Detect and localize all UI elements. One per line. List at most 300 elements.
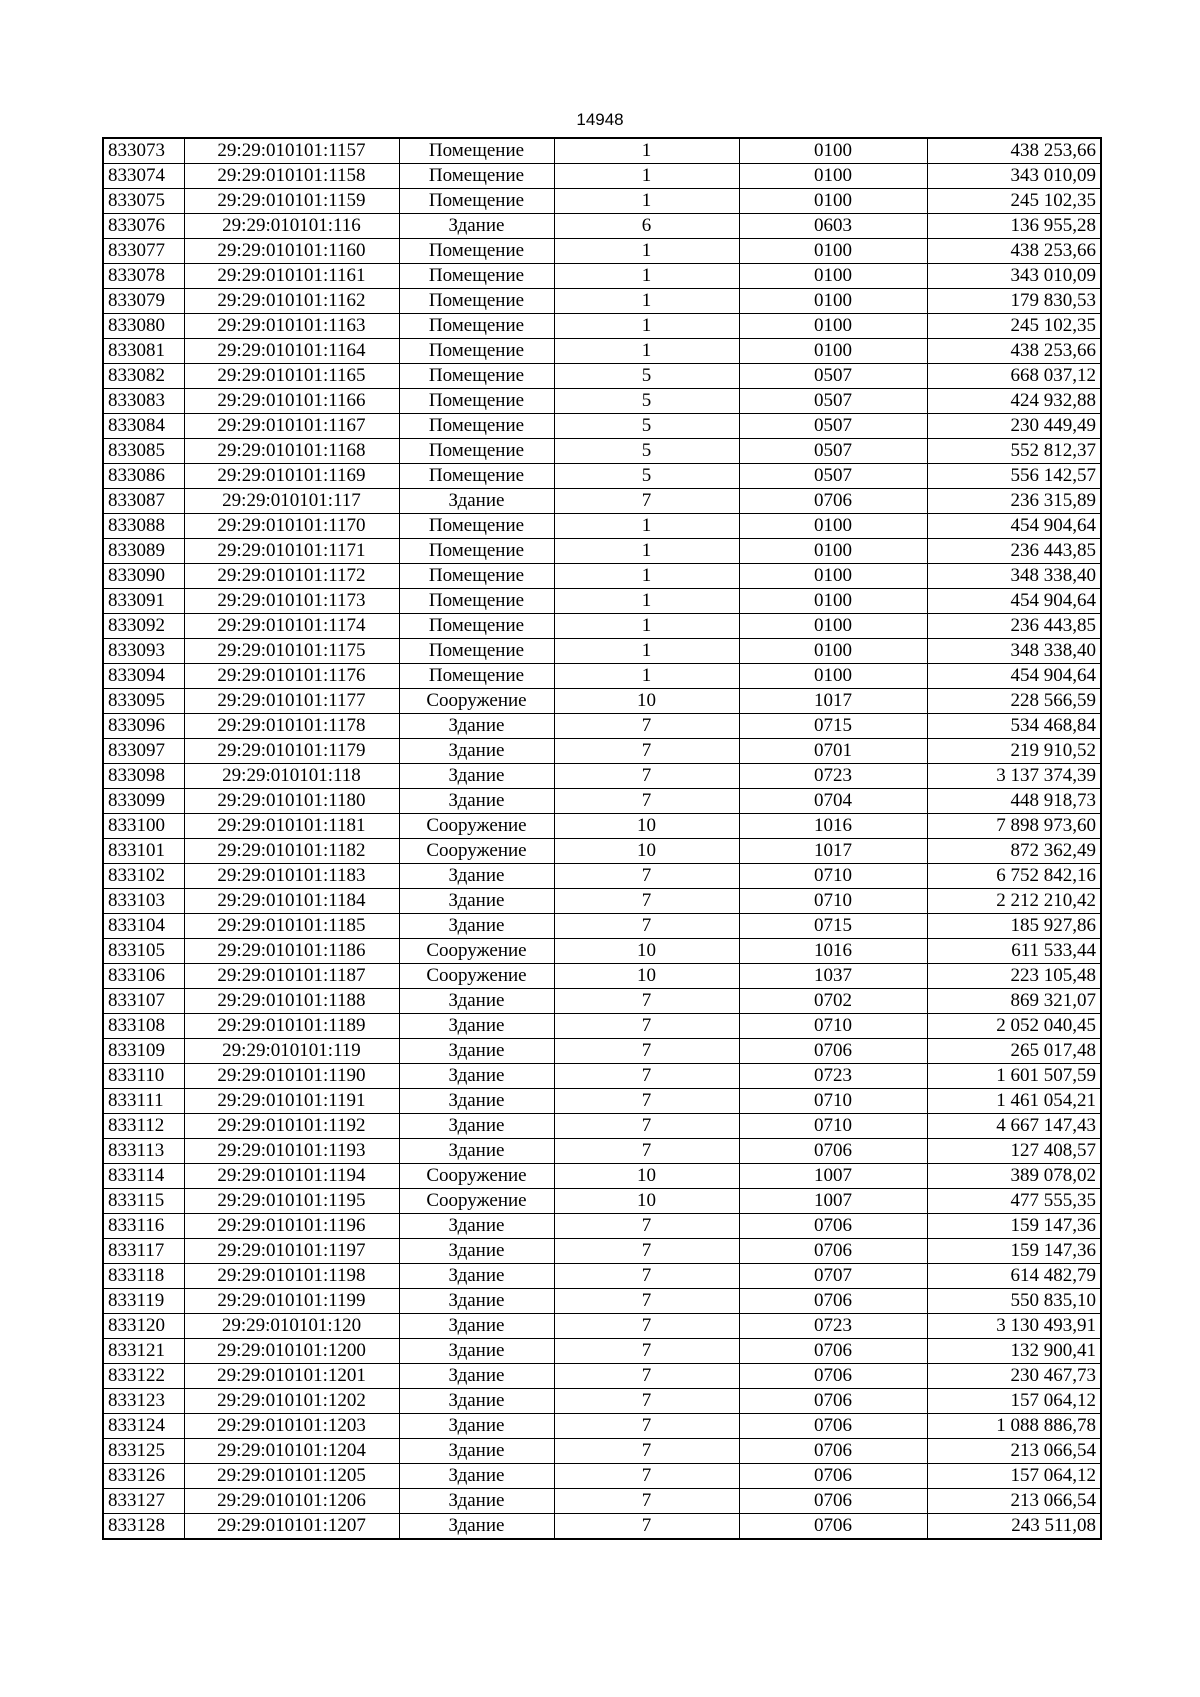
subgroup-code-cell: 0100 xyxy=(739,564,927,589)
group-code-cell: 5 xyxy=(554,439,739,464)
group-code-cell: 10 xyxy=(554,839,739,864)
record-number-cell: 833081 xyxy=(103,339,184,364)
subgroup-code-cell: 0100 xyxy=(739,138,927,164)
subgroup-code-cell: 0507 xyxy=(739,464,927,489)
cadastral-number-cell: 29:29:010101:1196 xyxy=(184,1214,399,1239)
subgroup-code-cell: 0100 xyxy=(739,514,927,539)
group-code-cell: 7 xyxy=(554,1464,739,1489)
subgroup-code-cell: 0100 xyxy=(739,189,927,214)
object-type-cell: Помещение xyxy=(399,439,554,464)
record-number-cell: 833119 xyxy=(103,1289,184,1314)
cadastral-number-cell: 29:29:010101:117 xyxy=(184,489,399,514)
group-code-cell: 7 xyxy=(554,489,739,514)
cadastral-value-cell: 438 253,66 xyxy=(927,138,1101,164)
subgroup-code-cell: 0100 xyxy=(739,239,927,264)
cadastral-number-cell: 29:29:010101:1174 xyxy=(184,614,399,639)
object-type-cell: Помещение xyxy=(399,664,554,689)
object-type-cell: Помещение xyxy=(399,639,554,664)
table-row xyxy=(103,639,1101,664)
cadastral-value-cell: 265 017,48 xyxy=(927,1039,1101,1064)
group-code-cell: 1 xyxy=(554,138,739,164)
cadastral-number-cell: 29:29:010101:1176 xyxy=(184,664,399,689)
cadastral-value-cell: 127 408,57 xyxy=(927,1139,1101,1164)
cadastral-value-cell: 228 566,59 xyxy=(927,689,1101,714)
table-row xyxy=(103,914,1101,939)
subgroup-code-cell: 0706 xyxy=(739,1439,927,1464)
group-code-cell: 1 xyxy=(554,239,739,264)
cadastral-value-cell: 213 066,54 xyxy=(927,1439,1101,1464)
cadastral-number-cell: 29:29:010101:1180 xyxy=(184,789,399,814)
subgroup-code-cell: 1017 xyxy=(739,839,927,864)
page-number: 14948 xyxy=(576,110,624,129)
cadastral-number-cell: 29:29:010101:1164 xyxy=(184,339,399,364)
cadastral-number-cell: 29:29:010101:1193 xyxy=(184,1139,399,1164)
object-type-cell: Здание xyxy=(399,1014,554,1039)
record-number-cell: 833109 xyxy=(103,1039,184,1064)
subgroup-code-cell: 0701 xyxy=(739,739,927,764)
object-type-cell: Помещение xyxy=(399,589,554,614)
table-row xyxy=(103,1139,1101,1164)
table-row xyxy=(103,289,1101,314)
table-row xyxy=(103,1489,1101,1514)
record-number-cell: 833073 xyxy=(103,138,184,164)
object-type-cell: Здание xyxy=(399,1514,554,1540)
object-type-cell: Помещение xyxy=(399,239,554,264)
object-type-cell: Здание xyxy=(399,1464,554,1489)
object-type-cell: Здание xyxy=(399,889,554,914)
cadastral-value-cell: 872 362,49 xyxy=(927,839,1101,864)
subgroup-code-cell: 0100 xyxy=(739,589,927,614)
object-type-cell: Здание xyxy=(399,1389,554,1414)
object-type-cell: Здание xyxy=(399,714,554,739)
table-row xyxy=(103,1389,1101,1414)
record-number-cell: 833116 xyxy=(103,1214,184,1239)
group-code-cell: 1 xyxy=(554,514,739,539)
object-type-cell: Помещение xyxy=(399,514,554,539)
cadastral-value-cell: 7 898 973,60 xyxy=(927,814,1101,839)
subgroup-code-cell: 0706 xyxy=(739,1039,927,1064)
group-code-cell: 1 xyxy=(554,289,739,314)
object-type-cell: Здание xyxy=(399,1139,554,1164)
object-type-cell: Помещение xyxy=(399,264,554,289)
cadastral-number-cell: 29:29:010101:1200 xyxy=(184,1339,399,1364)
subgroup-code-cell: 0706 xyxy=(739,1464,927,1489)
cadastral-number-cell: 29:29:010101:1170 xyxy=(184,514,399,539)
object-type-cell: Здание xyxy=(399,1289,554,1314)
subgroup-code-cell: 0100 xyxy=(739,614,927,639)
cadastral-number-cell: 29:29:010101:1202 xyxy=(184,1389,399,1414)
group-code-cell: 7 xyxy=(554,764,739,789)
cadastral-number-cell: 29:29:010101:1201 xyxy=(184,1364,399,1389)
cadastral-value-cell: 389 078,02 xyxy=(927,1164,1101,1189)
record-number-cell: 833110 xyxy=(103,1064,184,1089)
object-type-cell: Здание xyxy=(399,1314,554,1339)
object-type-cell: Здание xyxy=(399,864,554,889)
table-row xyxy=(103,414,1101,439)
group-code-cell: 1 xyxy=(554,339,739,364)
record-number-cell: 833087 xyxy=(103,489,184,514)
group-code-cell: 5 xyxy=(554,414,739,439)
cadastral-number-cell: 29:29:010101:1171 xyxy=(184,539,399,564)
record-number-cell: 833095 xyxy=(103,689,184,714)
table-row xyxy=(103,1314,1101,1339)
record-number-cell: 833111 xyxy=(103,1089,184,1114)
cadastral-value-cell: 132 900,41 xyxy=(927,1339,1101,1364)
table-row xyxy=(103,1089,1101,1114)
cadastral-number-cell: 29:29:010101:1160 xyxy=(184,239,399,264)
record-number-cell: 833078 xyxy=(103,264,184,289)
subgroup-code-cell: 0710 xyxy=(739,889,927,914)
record-number-cell: 833079 xyxy=(103,289,184,314)
group-code-cell: 1 xyxy=(554,314,739,339)
object-type-cell: Сооружение xyxy=(399,1189,554,1214)
table-row xyxy=(103,1239,1101,1264)
subgroup-code-cell: 1007 xyxy=(739,1189,927,1214)
table-row xyxy=(103,264,1101,289)
table-row xyxy=(103,989,1101,1014)
record-number-cell: 833118 xyxy=(103,1264,184,1289)
cadastral-number-cell: 29:29:010101:1181 xyxy=(184,814,399,839)
subgroup-code-cell: 0706 xyxy=(739,1139,927,1164)
subgroup-code-cell: 0507 xyxy=(739,439,927,464)
group-code-cell: 10 xyxy=(554,964,739,989)
cadastral-value-cell: 243 511,08 xyxy=(927,1514,1101,1540)
cadastral-number-cell: 29:29:010101:1175 xyxy=(184,639,399,664)
cadastral-number-cell: 29:29:010101:1187 xyxy=(184,964,399,989)
record-number-cell: 833120 xyxy=(103,1314,184,1339)
group-code-cell: 10 xyxy=(554,689,739,714)
cadastral-number-cell: 29:29:010101:1169 xyxy=(184,464,399,489)
subgroup-code-cell: 0706 xyxy=(739,1364,927,1389)
cadastral-value-cell: 2 212 210,42 xyxy=(927,889,1101,914)
group-code-cell: 7 xyxy=(554,1114,739,1139)
record-number-cell: 833099 xyxy=(103,789,184,814)
table-row xyxy=(103,939,1101,964)
cadastral-number-cell: 29:29:010101:1162 xyxy=(184,289,399,314)
cadastral-value-cell: 454 904,64 xyxy=(927,514,1101,539)
subgroup-code-cell: 0100 xyxy=(739,314,927,339)
subgroup-code-cell: 0715 xyxy=(739,714,927,739)
subgroup-code-cell: 0100 xyxy=(739,264,927,289)
subgroup-code-cell: 0507 xyxy=(739,389,927,414)
subgroup-code-cell: 0707 xyxy=(739,1264,927,1289)
table-row xyxy=(103,314,1101,339)
cadastral-value-cell: 668 037,12 xyxy=(927,364,1101,389)
record-number-cell: 833097 xyxy=(103,739,184,764)
group-code-cell: 7 xyxy=(554,1364,739,1389)
cadastral-number-cell: 29:29:010101:119 xyxy=(184,1039,399,1064)
group-code-cell: 7 xyxy=(554,989,739,1014)
cadastral-value-cell: 136 955,28 xyxy=(927,214,1101,239)
object-type-cell: Сооружение xyxy=(399,689,554,714)
cadastral-number-cell: 29:29:010101:1192 xyxy=(184,1114,399,1139)
cadastral-number-cell: 29:29:010101:1186 xyxy=(184,939,399,964)
table-row xyxy=(103,589,1101,614)
cadastral-number-cell: 29:29:010101:1163 xyxy=(184,314,399,339)
subgroup-code-cell: 1037 xyxy=(739,964,927,989)
cadastral-number-cell: 29:29:010101:120 xyxy=(184,1314,399,1339)
cadastral-value-cell: 6 752 842,16 xyxy=(927,864,1101,889)
cadastral-number-cell: 29:29:010101:1198 xyxy=(184,1264,399,1289)
cadastral-value-cell: 230 467,73 xyxy=(927,1364,1101,1389)
cadastral-value-cell: 454 904,64 xyxy=(927,664,1101,689)
table-row xyxy=(103,164,1101,189)
cadastral-value-cell: 157 064,12 xyxy=(927,1389,1101,1414)
table-row xyxy=(103,1064,1101,1089)
record-number-cell: 833107 xyxy=(103,989,184,1014)
record-number-cell: 833093 xyxy=(103,639,184,664)
object-type-cell: Помещение xyxy=(399,414,554,439)
object-type-cell: Здание xyxy=(399,914,554,939)
table-row xyxy=(103,539,1101,564)
table-row xyxy=(103,214,1101,239)
record-number-cell: 833112 xyxy=(103,1114,184,1139)
record-number-cell: 833103 xyxy=(103,889,184,914)
table-row xyxy=(103,1264,1101,1289)
object-type-cell: Здание xyxy=(399,1439,554,1464)
cadastral-number-cell: 29:29:010101:1157 xyxy=(184,138,399,164)
group-code-cell: 7 xyxy=(554,1264,739,1289)
subgroup-code-cell: 0702 xyxy=(739,989,927,1014)
record-number-cell: 833085 xyxy=(103,439,184,464)
cadastral-number-cell: 29:29:010101:1166 xyxy=(184,389,399,414)
cadastral-number-cell: 29:29:010101:1178 xyxy=(184,714,399,739)
object-type-cell: Здание xyxy=(399,1064,554,1089)
subgroup-code-cell: 0710 xyxy=(739,1089,927,1114)
object-type-cell: Сооружение xyxy=(399,814,554,839)
cadastral-number-cell: 29:29:010101:1165 xyxy=(184,364,399,389)
group-code-cell: 1 xyxy=(554,664,739,689)
group-code-cell: 7 xyxy=(554,1214,739,1239)
cadastral-number-cell: 29:29:010101:1185 xyxy=(184,914,399,939)
cadastral-value-cell: 223 105,48 xyxy=(927,964,1101,989)
cadastral-number-cell: 29:29:010101:116 xyxy=(184,214,399,239)
cadastral-number-cell: 29:29:010101:1205 xyxy=(184,1464,399,1489)
record-number-cell: 833101 xyxy=(103,839,184,864)
group-code-cell: 6 xyxy=(554,214,739,239)
subgroup-code-cell: 0100 xyxy=(739,339,927,364)
table-row xyxy=(103,389,1101,414)
subgroup-code-cell: 0706 xyxy=(739,1489,927,1514)
subgroup-code-cell: 0706 xyxy=(739,489,927,514)
table-row xyxy=(103,664,1101,689)
cadastral-value-cell: 1 601 507,59 xyxy=(927,1064,1101,1089)
cadastral-value-cell: 159 147,36 xyxy=(927,1239,1101,1264)
record-number-cell: 833074 xyxy=(103,164,184,189)
cadastral-value-cell: 454 904,64 xyxy=(927,589,1101,614)
object-type-cell: Здание xyxy=(399,1339,554,1364)
cadastral-value-cell: 614 482,79 xyxy=(927,1264,1101,1289)
table-row xyxy=(103,439,1101,464)
cadastral-value-cell: 424 932,88 xyxy=(927,389,1101,414)
record-number-cell: 833106 xyxy=(103,964,184,989)
cadastral-number-cell: 29:29:010101:1207 xyxy=(184,1514,399,1540)
subgroup-code-cell: 0723 xyxy=(739,1314,927,1339)
subgroup-code-cell: 0706 xyxy=(739,1214,927,1239)
cadastral-number-cell: 29:29:010101:1199 xyxy=(184,1289,399,1314)
table-row xyxy=(103,1514,1101,1540)
cadastral-number-cell: 29:29:010101:118 xyxy=(184,764,399,789)
cadastral-value-cell: 1 461 054,21 xyxy=(927,1089,1101,1114)
record-number-cell: 833090 xyxy=(103,564,184,589)
table-row xyxy=(103,814,1101,839)
object-type-cell: Здание xyxy=(399,1364,554,1389)
table-row xyxy=(103,889,1101,914)
table-row xyxy=(103,364,1101,389)
group-code-cell: 7 xyxy=(554,1414,739,1439)
group-code-cell: 7 xyxy=(554,1489,739,1514)
subgroup-code-cell: 1016 xyxy=(739,939,927,964)
record-number-cell: 833123 xyxy=(103,1389,184,1414)
subgroup-code-cell: 0507 xyxy=(739,414,927,439)
record-number-cell: 833096 xyxy=(103,714,184,739)
cadastral-number-cell: 29:29:010101:1168 xyxy=(184,439,399,464)
cadastral-value-cell: 3 130 493,91 xyxy=(927,1314,1101,1339)
record-number-cell: 833114 xyxy=(103,1164,184,1189)
table-row xyxy=(103,464,1101,489)
object-type-cell: Здание xyxy=(399,1214,554,1239)
cadastral-number-cell: 29:29:010101:1197 xyxy=(184,1239,399,1264)
table-row xyxy=(103,764,1101,789)
table-row xyxy=(103,689,1101,714)
record-number-cell: 833124 xyxy=(103,1414,184,1439)
group-code-cell: 7 xyxy=(554,1089,739,1114)
record-number-cell: 833086 xyxy=(103,464,184,489)
group-code-cell: 7 xyxy=(554,1239,739,1264)
object-type-cell: Сооружение xyxy=(399,939,554,964)
group-code-cell: 7 xyxy=(554,1064,739,1089)
cadastral-value-cell: 552 812,37 xyxy=(927,439,1101,464)
table-row xyxy=(103,1364,1101,1389)
group-code-cell: 7 xyxy=(554,1389,739,1414)
object-type-cell: Сооружение xyxy=(399,839,554,864)
table-row xyxy=(103,739,1101,764)
record-number-cell: 833102 xyxy=(103,864,184,889)
table-row xyxy=(103,1464,1101,1489)
cadastral-number-cell: 29:29:010101:1188 xyxy=(184,989,399,1014)
cadastral-value-cell: 348 338,40 xyxy=(927,564,1101,589)
table-row xyxy=(103,189,1101,214)
object-type-cell: Здание xyxy=(399,764,554,789)
object-type-cell: Здание xyxy=(399,789,554,814)
table-row xyxy=(103,1164,1101,1189)
subgroup-code-cell: 0706 xyxy=(739,1414,927,1439)
cadastral-value-cell: 185 927,86 xyxy=(927,914,1101,939)
subgroup-code-cell: 0715 xyxy=(739,914,927,939)
cadastral-value-cell: 448 918,73 xyxy=(927,789,1101,814)
cadastral-value-cell: 4 667 147,43 xyxy=(927,1114,1101,1139)
record-number-cell: 833127 xyxy=(103,1489,184,1514)
object-type-cell: Здание xyxy=(399,1089,554,1114)
group-code-cell: 1 xyxy=(554,164,739,189)
group-code-cell: 7 xyxy=(554,1514,739,1540)
object-type-cell: Здание xyxy=(399,739,554,764)
table-row xyxy=(103,714,1101,739)
table-row xyxy=(103,614,1101,639)
cadastral-value-cell: 236 443,85 xyxy=(927,614,1101,639)
object-type-cell: Помещение xyxy=(399,289,554,314)
subgroup-code-cell: 1017 xyxy=(739,689,927,714)
table-row xyxy=(103,864,1101,889)
cadastral-value-cell: 219 910,52 xyxy=(927,739,1101,764)
cadastral-value-cell: 236 443,85 xyxy=(927,539,1101,564)
subgroup-code-cell: 1007 xyxy=(739,1164,927,1189)
object-type-cell: Помещение xyxy=(399,389,554,414)
table-row xyxy=(103,239,1101,264)
cadastral-number-cell: 29:29:010101:1194 xyxy=(184,1164,399,1189)
record-number-cell: 833084 xyxy=(103,414,184,439)
cadastral-value-cell: 159 147,36 xyxy=(927,1214,1101,1239)
cadastral-number-cell: 29:29:010101:1203 xyxy=(184,1414,399,1439)
object-type-cell: Сооружение xyxy=(399,1164,554,1189)
subgroup-code-cell: 0710 xyxy=(739,1014,927,1039)
group-code-cell: 7 xyxy=(554,1289,739,1314)
record-number-cell: 833092 xyxy=(103,614,184,639)
subgroup-code-cell: 0706 xyxy=(739,1514,927,1540)
cadastral-value-cell: 2 052 040,45 xyxy=(927,1014,1101,1039)
group-code-cell: 7 xyxy=(554,889,739,914)
subgroup-code-cell: 0723 xyxy=(739,764,927,789)
cadastral-value-cell: 343 010,09 xyxy=(927,164,1101,189)
group-code-cell: 5 xyxy=(554,464,739,489)
subgroup-code-cell: 0100 xyxy=(739,639,927,664)
object-type-cell: Помещение xyxy=(399,189,554,214)
group-code-cell: 7 xyxy=(554,914,739,939)
record-number-cell: 833115 xyxy=(103,1189,184,1214)
cadastral-value-cell: 550 835,10 xyxy=(927,1289,1101,1314)
object-type-cell: Здание xyxy=(399,1414,554,1439)
object-type-cell: Здание xyxy=(399,1114,554,1139)
table-row xyxy=(103,514,1101,539)
cadastral-value-cell: 477 555,35 xyxy=(927,1189,1101,1214)
cadastral-value-cell: 611 533,44 xyxy=(927,939,1101,964)
record-number-cell: 833080 xyxy=(103,314,184,339)
cadastral-number-cell: 29:29:010101:1189 xyxy=(184,1014,399,1039)
subgroup-code-cell: 0706 xyxy=(739,1289,927,1314)
group-code-cell: 7 xyxy=(554,1314,739,1339)
subgroup-code-cell: 0603 xyxy=(739,214,927,239)
cadastral-value-cell: 179 830,53 xyxy=(927,289,1101,314)
cadastral-number-cell: 29:29:010101:1195 xyxy=(184,1189,399,1214)
cadastral-number-cell: 29:29:010101:1206 xyxy=(184,1489,399,1514)
cadastral-number-cell: 29:29:010101:1161 xyxy=(184,264,399,289)
cadastral-number-cell: 29:29:010101:1182 xyxy=(184,839,399,864)
table-row xyxy=(103,1439,1101,1464)
record-number-cell: 833121 xyxy=(103,1339,184,1364)
cadastral-value-cell: 348 338,40 xyxy=(927,639,1101,664)
subgroup-code-cell: 1016 xyxy=(739,814,927,839)
cadastral-value-cell: 236 315,89 xyxy=(927,489,1101,514)
record-number-cell: 833082 xyxy=(103,364,184,389)
cadastral-number-cell: 29:29:010101:1190 xyxy=(184,1064,399,1089)
object-type-cell: Помещение xyxy=(399,364,554,389)
cadastral-value-cell: 556 142,57 xyxy=(927,464,1101,489)
subgroup-code-cell: 0723 xyxy=(739,1064,927,1089)
record-number-cell: 833128 xyxy=(103,1514,184,1540)
subgroup-code-cell: 0100 xyxy=(739,539,927,564)
cadastral-value-cell: 1 088 886,78 xyxy=(927,1414,1101,1439)
cadastral-number-cell: 29:29:010101:1167 xyxy=(184,414,399,439)
table-row xyxy=(103,964,1101,989)
table-row xyxy=(103,839,1101,864)
cadastral-value-cell: 245 102,35 xyxy=(927,314,1101,339)
group-code-cell: 7 xyxy=(554,739,739,764)
record-number-cell: 833077 xyxy=(103,239,184,264)
record-number-cell: 833104 xyxy=(103,914,184,939)
table-row xyxy=(103,339,1101,364)
group-code-cell: 5 xyxy=(554,389,739,414)
group-code-cell: 7 xyxy=(554,1039,739,1064)
